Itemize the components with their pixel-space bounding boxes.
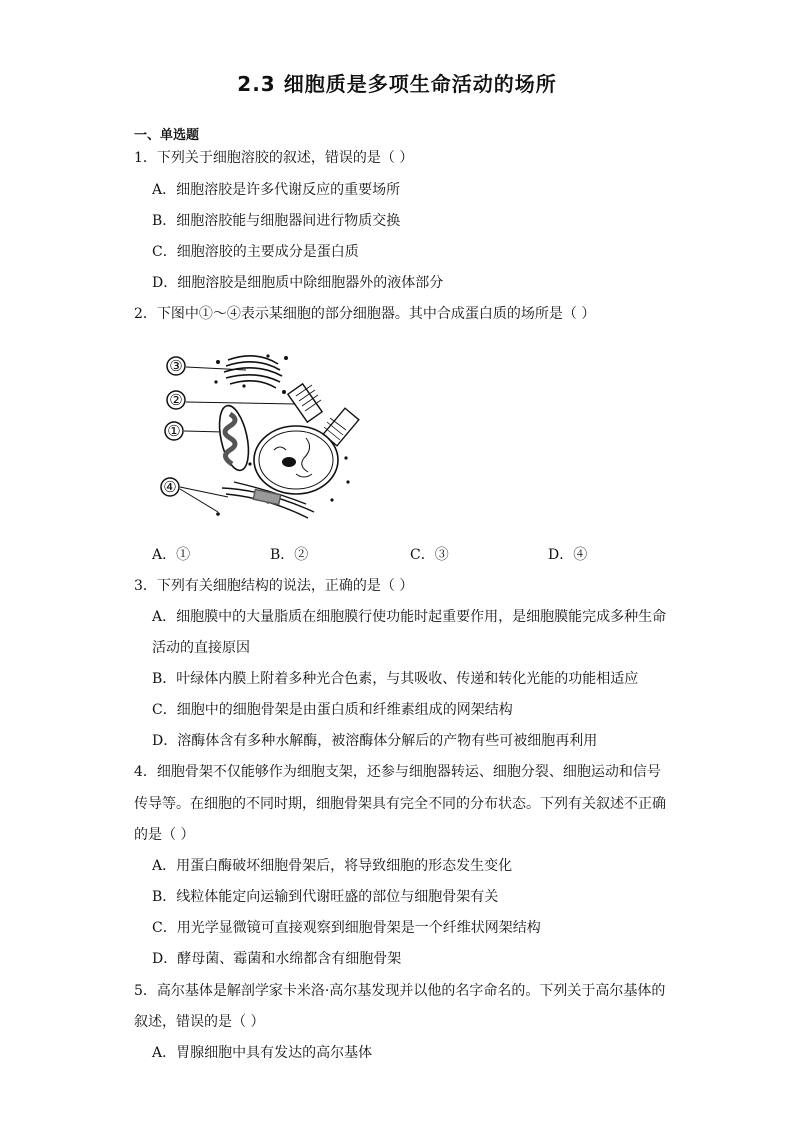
question-3-option-c: C．细胞中的细胞骨架是由蛋白质和纤维素组成的网架结构: [152, 702, 513, 718]
question-1-option-c: C．细胞溶胶的主要成分是蛋白质: [152, 244, 359, 260]
nucleus: [254, 426, 338, 494]
question-1-option-b: B．细胞溶胶能与细胞器间进行物质交换: [152, 213, 401, 229]
question-4-option-c: C．用光学显微镜可直接观察到细胞骨架是一个纤维状网架结构: [152, 920, 541, 936]
mitochondrion: [214, 403, 253, 473]
question-2-option-d: D．④: [548, 547, 588, 563]
question-2-option-b: B．②: [270, 547, 309, 563]
question-5-stem-line-1: 5．高尔基体是解剖学家卡米洛·高尔基发现并以他的名字命名的。下列关于高尔基体的: [134, 983, 666, 999]
question-2-option-a: A．①: [152, 547, 191, 563]
question-4-stem-line-2: 传导等。在细胞的不同时期，细胞骨架具有完全不同的分布状态。下列有关叙述不正确: [134, 796, 666, 812]
question-3-option-d: D．溶酶体含有多种水解酶，被溶酶体分解后的产物有些可被细胞再利用: [152, 733, 598, 749]
question-4-option-a: A．用蛋白酶破坏细胞骨架后，将导致细胞的形态发生变化: [152, 858, 513, 874]
question-4-stem-line-3: 的是（ ）: [134, 827, 195, 843]
question-4-option-b: B．线粒体能定向运输到代谢旺盛的部位与细胞骨架有关: [152, 889, 499, 905]
question-4-stem-line-1: 4．细胞骨架不仅能够作为细胞支架，还参与细胞器转运、细胞分裂、细胞运动和信号: [134, 764, 661, 780]
question-5-stem-line-2: 叙述，错误的是（ ）: [134, 1014, 265, 1030]
question-3-option-b: B．叶绿体内膜上附着多种光合色素，与其吸收、传递和转化光能的功能相适应: [152, 671, 639, 687]
label-1: ①: [167, 422, 181, 440]
question-2-option-c: C．③: [410, 547, 449, 563]
label-2: ②: [169, 391, 183, 409]
question-5-option-a: A．胃腺细胞中具有发达的高尔基体: [152, 1045, 373, 1061]
question-4-option-d: D．酵母菌、霉菌和水绵都含有细胞骨架: [152, 951, 402, 967]
question-2-stem: 2．下图中①～④表示某细胞的部分细胞器。其中合成蛋白质的场所是（ ）: [134, 306, 596, 322]
label-4: ④: [163, 478, 177, 496]
question-3-stem: 3．下列有关细胞结构的说法，正确的是（ ）: [134, 578, 414, 594]
question-3-option-a-line-2: 活动的直接原因: [152, 640, 250, 656]
page-title: 2.3 细胞质是多项生命活动的场所: [237, 72, 557, 96]
section-heading: 一、单选题: [134, 128, 200, 143]
question-1-option-a: A．细胞溶胶是许多代谢反应的重要场所: [152, 182, 401, 198]
question-1-option-d: D．细胞溶胶是细胞质中除细胞器外的液体部分: [152, 275, 444, 291]
question-1-stem: 1．下列关于细胞溶胶的叙述，错误的是（ ）: [134, 150, 414, 166]
cell-organelle-diagram: [156, 352, 371, 522]
label-3: ③: [169, 357, 183, 375]
question-3-option-a-line-1: A．细胞膜中的大量脂质在细胞膜行使功能时起重要作用，是细胞膜能完成多种生命: [152, 609, 667, 625]
golgi-apparatus: [224, 356, 282, 388]
